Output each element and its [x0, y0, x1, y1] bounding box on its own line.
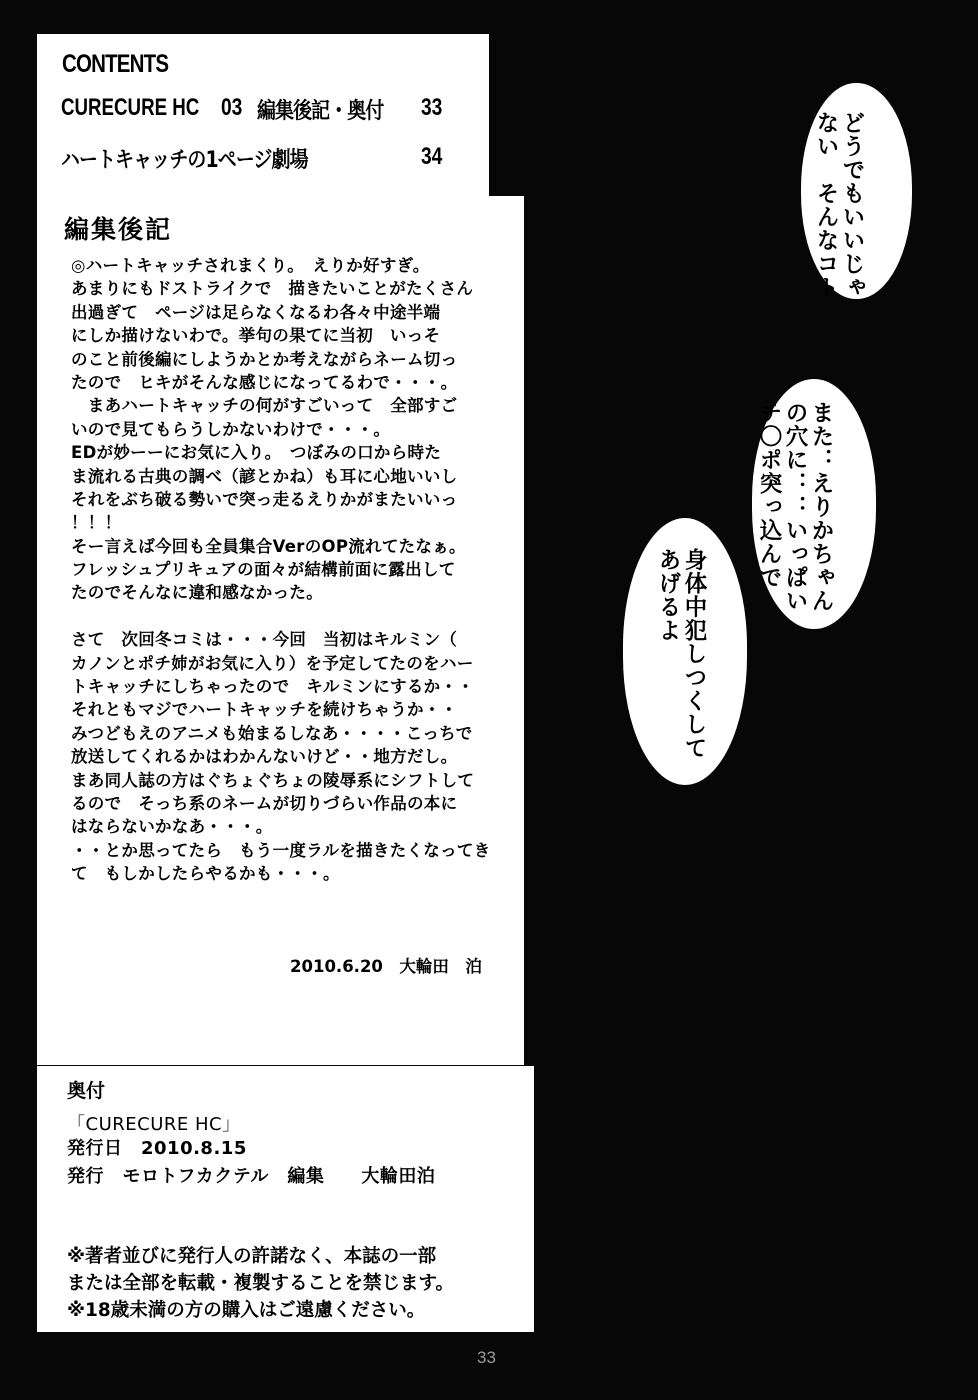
colophon-publisher: 発行 モロトフカクテル 編集 大輪田泊: [67, 1166, 436, 1187]
contents-panel: [37, 34, 489, 196]
afterword-line: ・・とか思ってたら もう一度ラルを描きたくなってき: [71, 840, 491, 860]
paragraph-gap: [71, 605, 531, 628]
toc-entry: [61, 143, 481, 173]
speech-bubble: [623, 518, 747, 785]
toc-entry-title: 編集後記・奥付: [257, 99, 384, 124]
toc-entry-page: 34: [421, 143, 443, 170]
toc-entry-title: CURECURE HC: [61, 94, 200, 121]
speech-bubble: [801, 83, 912, 299]
copyright-notice: ※著者並びに発行人の許諾なく、本誌の一部: [67, 1246, 437, 1267]
afterword-line: たのでそんなに違和感なかった。: [71, 583, 323, 603]
afterword-heading: 編集後記: [64, 215, 173, 244]
afterword-line: はならないかなあ・・・。: [71, 817, 273, 837]
afterword-panel: [37, 196, 524, 1065]
afterword-line: ！！！: [71, 513, 122, 533]
afterword-line: ま流れる古典の調べ（諺とかね）も耳に心地いいし: [71, 466, 458, 486]
afterword-line: みつどもえのアニメも始まるしなあ・・・・こっちで: [71, 723, 473, 743]
toc-entry: [61, 94, 481, 124]
afterword-line: 放送してくれるかはわかんないけど・・地方だし。: [71, 747, 458, 767]
contents-heading: CONTENTS: [62, 50, 169, 78]
afterword-line: それをぶち破る勢いで突っ走るえりかがまたいいっ: [71, 489, 458, 509]
toc-entry-page: 03: [221, 94, 243, 121]
afterword-line: るので そっち系のネームが切りづらい作品の本に: [71, 793, 458, 813]
afterword-line: まあ同人誌の方はぐちょぐちょの陵辱系にシフトして: [71, 770, 475, 790]
afterword-line: EDが妙ーーにお気に入り。 つぼみの口から時た: [71, 443, 442, 463]
afterword-line: さて 次回冬コミは・・・今回 当初はキルミン（: [71, 630, 458, 650]
afterword-line: ◎ハートキャッチされまくり。 えりか好すぎ。: [71, 256, 430, 275]
page-number: 33: [477, 1348, 496, 1367]
afterword-line: いので見てもらうしかないわけで・・・。: [71, 419, 391, 439]
speech-bubble: [752, 379, 876, 629]
afterword-line: 出過ぎて ページは足らなくなるわ各々中途半端: [71, 302, 441, 322]
colophon-title: 奥付: [67, 1080, 106, 1102]
afterword-line: あまりにもドストライクで 描きたいことがたくさん: [71, 279, 474, 299]
afterword-line: フレッシュプリキュアの面々が結構前面に露出して: [71, 560, 456, 580]
afterword-body: [71, 254, 531, 886]
toc-entry-page: 33: [421, 94, 443, 121]
colophon-book-title: 「CURECURE HC」: [67, 1114, 241, 1135]
speech-bubble-text: また：えりかちゃん の穴に：：いっぱい チ〇ポ突っ込んで: [756, 401, 834, 613]
speech-bubble-text: どうでもいいじゃ ない そんなコト: [813, 111, 865, 299]
age-restriction-notice: ※18歳未満の方の購入はご遠慮ください。: [67, 1300, 426, 1321]
afterword-signature: 2010.6.20 大輪田 泊: [290, 957, 482, 976]
afterword-line: て もしかしたらやるかも・・・。: [71, 864, 340, 884]
toc-entry-title: ハートキャッチの1ページ劇場: [61, 148, 308, 173]
afterword-line: トキャッチにしちゃったので キルミンにするか・・: [71, 677, 475, 697]
copyright-notice: または全部を転載・複製することを禁じます。: [67, 1273, 455, 1294]
afterword-line: それともマジでハートキャッチを続けちゃうか・・: [71, 700, 458, 720]
colophon-publish-date: 発行日 2010.8.15: [67, 1138, 247, 1159]
afterword-line: たので ヒキがそんな感じになってるわで・・・。: [71, 372, 458, 392]
speech-bubble-text: 身体中犯しつくして あげるよ: [655, 548, 707, 760]
afterword-line: まあハートキャッチの何がすごいって 全部すご: [71, 396, 458, 416]
afterword-line: にしか描けないわで。挙句の果てに当初 いっそ: [71, 326, 441, 346]
afterword-line: そー言えば今回も全員集合VerのOP流れてたなぁ。: [71, 536, 466, 556]
colophon-panel: [37, 1066, 534, 1332]
afterword-line: カノンとポチ姉がお気に入り）を予定してたのをハー: [71, 653, 474, 673]
afterword-line: のこと前後編にしようかとか考えながらネーム切っ: [71, 349, 458, 369]
